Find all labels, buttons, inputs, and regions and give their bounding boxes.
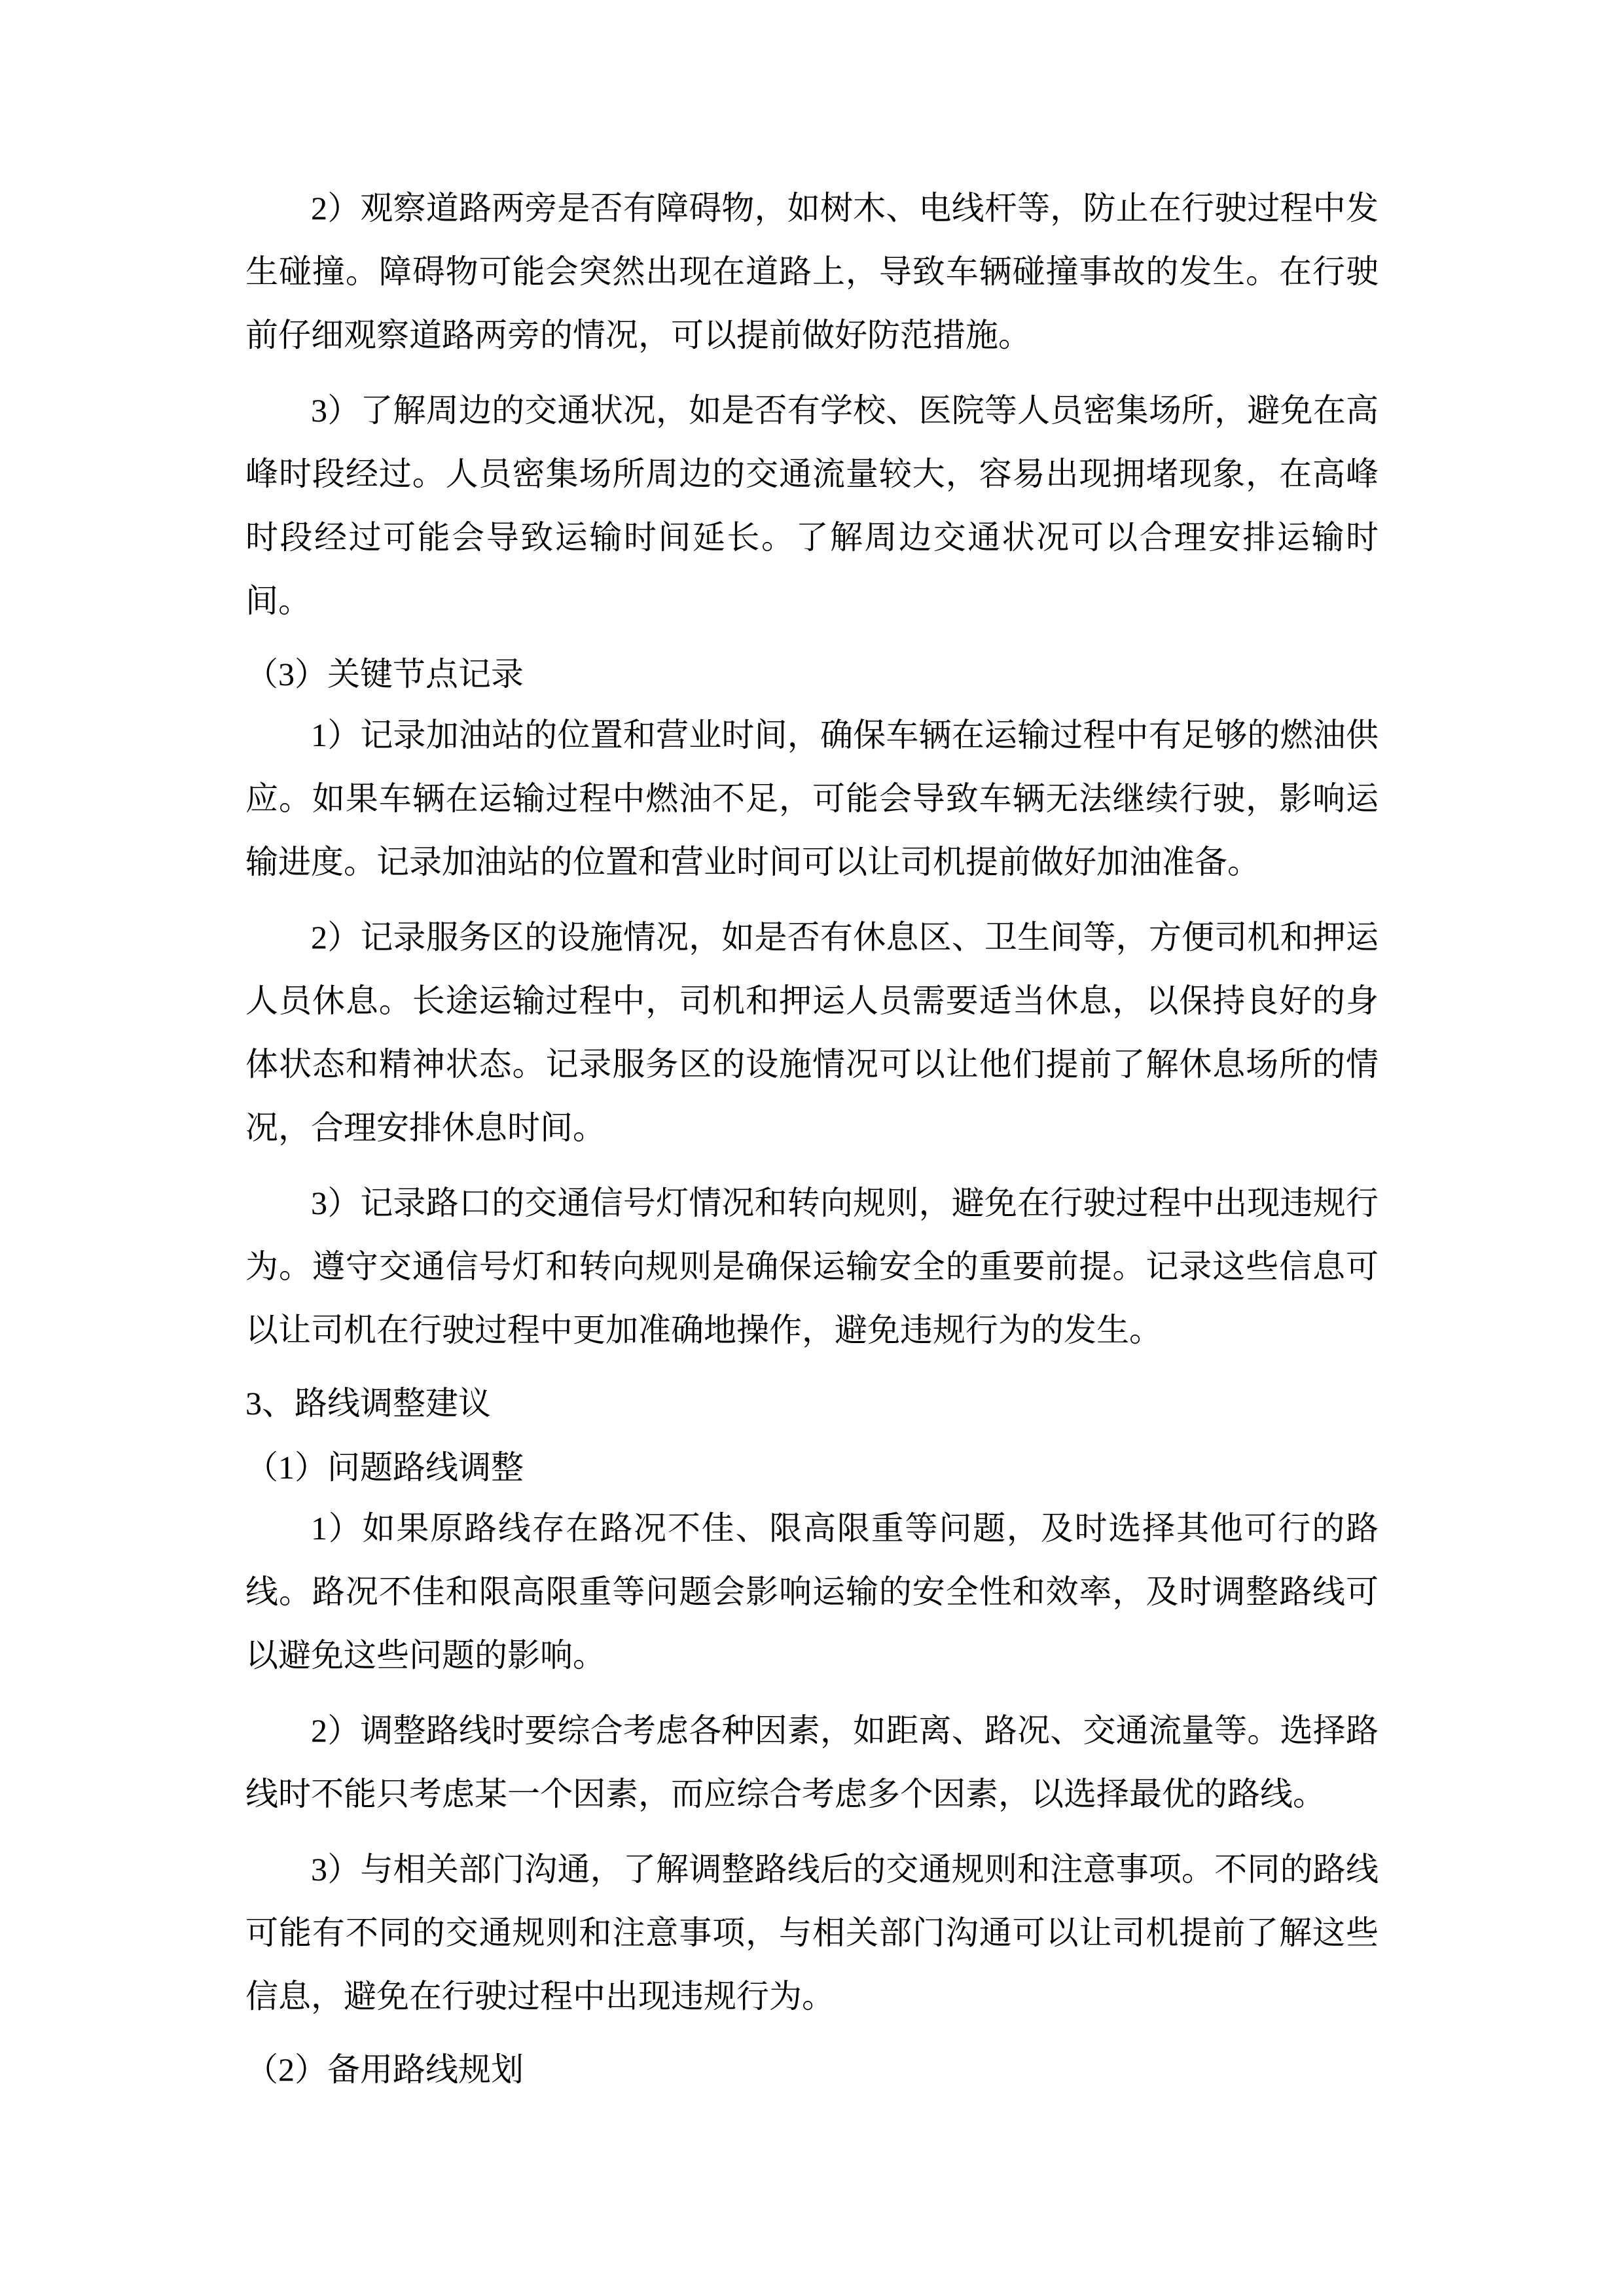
paragraph: 3）了解周边的交通状况，如是否有学校、医院等人员密集场所，避免在高峰时段经过。人员密集场所周边的交通流量较大，容易出现拥堵现象，在高峰时段经过可能会导致运输时间延长。了解周边交通状况可以合理安排运输时间。 bbox=[245, 392, 1379, 619]
section-heading: （3）关键节点记录 bbox=[245, 656, 524, 692]
paragraph: 3）与相关部门沟通，了解调整路线后的交通规则和注意事项。不同的路线可能有不同的交通规则和注意事项，与相关部门沟通可以让司机提前了解这些信息，避免在行驶过程中出现违规行为。 bbox=[245, 1851, 1379, 2015]
paragraph: 1）如果原路线存在路况不佳、限高限重等问题，及时选择其他可行的路线。路况不佳和限高限重等问题会影响运输的安全性和效率，及时调整路线可以避免这些问题的影响。 bbox=[245, 1510, 1379, 1674]
paragraph: 3）记录路口的交通信号灯情况和转向规则，避免在行驶过程中出现违规行为。遵守交通信号灯和转向规则是确保运输安全的重要前提。记录这些信息可以让司机在行驶过程中更加准确地操作，避免违规行为的发生。 bbox=[245, 1185, 1379, 1348]
paragraph: 2）观察道路两旁是否有障碍物，如树木、电线杆等，防止在行驶过程中发生碰撞。障碍物可能会突然出现在道路上，导致车辆碰撞事故的发生。在行驶前仔细观察道路两旁的情况，可以提前做好防范措施。 bbox=[245, 190, 1379, 353]
paragraph: 2）记录服务区的设施情况，如是否有休息区、卫生间等，方便司机和押运人员休息。长途运输过程中，司机和押运人员需要适当休息，以保持良好的身体状态和精神状态。记录服务区的设施情况可以让他们提前了解休息场所的情况，合理安排休息时间。 bbox=[245, 919, 1379, 1146]
paragraph: 2）调整路线时要综合考虑各种因素，如距离、路况、交通流量等。选择路线时不能只考虑某一个因素，而应综合考虑多个因素，以选择最优的路线。 bbox=[245, 1712, 1379, 1812]
section-heading: （1）问题路线调整 bbox=[245, 1449, 524, 1486]
paragraph: 1）记录加油站的位置和营业时间，确保车辆在运输过程中有足够的燃油供应。如果车辆在运输过程中燃油不足，可能会导致车辆无法继续行驶，影响运输进度。记录加油站的位置和营业时间可以让司机提前做好加油准备。 bbox=[245, 717, 1379, 880]
section-heading: （2）备用路线规划 bbox=[245, 2051, 524, 2088]
section-heading: 3、路线调整建议 bbox=[245, 1385, 491, 1422]
